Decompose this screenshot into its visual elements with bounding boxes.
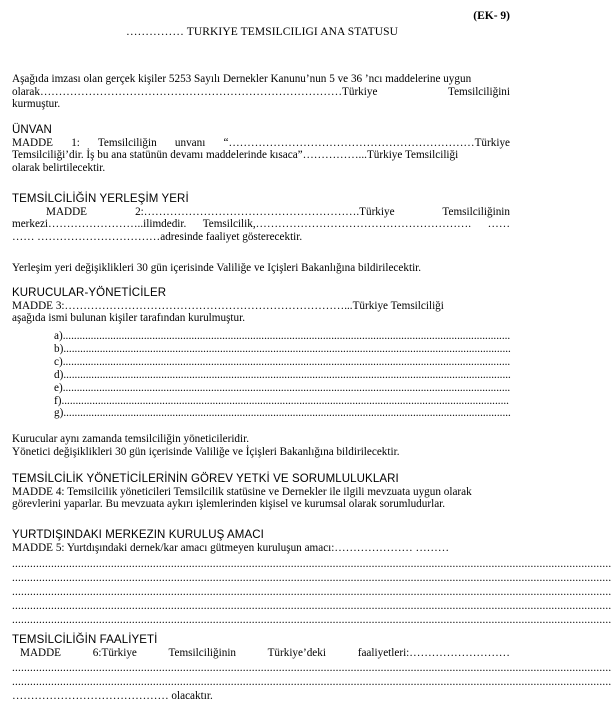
section-heading-kurucular: KURUCULAR-YÖNETİCİLER <box>12 287 167 299</box>
founder-item-label: g) <box>54 407 64 420</box>
intro-line-3: kurmuştur. <box>12 98 61 111</box>
yerlesim-line-1 <box>12 206 510 219</box>
annex-label: (EK- 9) <box>473 10 510 22</box>
section-heading-gorev: TEMSİLCİLİK YÖNETİCİLERİNİN GÖREV YETKİ VE SORUMLULUKLARI <box>12 473 399 485</box>
kurucular-line-2: aşağıda ismi bulunan kişiler tarafından kurulmuştur. <box>12 312 246 325</box>
faaliyet-last-line: …………………………………… olacaktır. <box>12 690 213 702</box>
founder-item <box>54 382 510 395</box>
yerlesim-2b: …… <box>487 218 510 231</box>
intro-line-2b: Temsilciliğini <box>448 85 510 98</box>
founder-item-label: e) <box>54 381 63 394</box>
gorev-line-2: görevlerini yaparlar. Bu mevzuata aykırı işlemlerinden kişisel ve kurumsal olarak sorumludurlar. <box>12 498 446 511</box>
document-title: …………… TURKIYE TEMSILCILIGI ANA STATUSU <box>125 26 399 38</box>
founder-item <box>54 395 510 408</box>
founder-item <box>54 330 510 343</box>
amac-line-1: MADDE 5: Yurtdışındaki dernek/kar amacı gütmeyen kuruluşun amacı:………………… ……… <box>12 541 450 554</box>
kurucular-line-1: MADDE 3:…………………………………………………………………...Türkiye Temsilciliği <box>12 299 444 312</box>
founder-item-label: a) <box>54 330 63 342</box>
blank-dotted-line: ........................................................................................................................................................................................................ <box>12 572 611 584</box>
faaliyet-1e: faaliyetleri:……………………… <box>357 646 510 659</box>
founder-item-label: b) <box>54 342 64 355</box>
section-unvan <box>12 124 510 175</box>
founder-item-label: f) <box>54 394 62 407</box>
faaliyet-1c: Temsilciliğinin <box>168 646 237 659</box>
section-kurucular <box>12 287 510 325</box>
blank-dotted-line: ........................................................................................................................................................................................................ <box>12 558 611 570</box>
unvan-1b: 1: <box>71 136 80 149</box>
dotted-fill: ................................................................................................................................................................ <box>62 355 511 368</box>
blank-dotted-line: ........................................................................................................................................................................................................ <box>12 676 611 688</box>
intro-line-2 <box>12 86 510 99</box>
kurucular-note-2: Yönetici değişiklikleri 30 gün içerisinde Valiliğe ve İçişleri Bakanlığına bildirilecektir. <box>12 445 400 458</box>
blank-dotted-line: ........................................................................................................................................................................................................ <box>12 614 611 626</box>
section-heading-faaliyet: TEMSİLCİLİĞİN FAALİYETİ <box>12 634 158 646</box>
gorev-line-1: MADDE 4: Temsilcilik yöneticileri Temsilcilik statüsine ve Dernekler ile ilgili mevzuata uygun olarak <box>12 485 472 498</box>
unvan-line-3: olarak belirtilecektir. <box>12 161 106 174</box>
blank-dotted-line: ........................................................................................................................................................................................................ <box>12 662 611 674</box>
section-heading-yerlesim: TEMSİLCİLİĞİN YERLEŞİM YERİ <box>12 193 189 205</box>
faaliyet-1d: Türkiye’deki <box>267 646 326 659</box>
section-faaliyet <box>12 634 510 659</box>
yerlesim-2a: merkezi……………………..ilimdedir. Temsilcilik,…………………………………………………. <box>12 218 472 231</box>
blank-dotted-line: ........................................................................................................................................................................................................ <box>12 600 611 612</box>
kurucular-notes <box>12 433 510 458</box>
intro-line-1: Aşağıda imzası olan gerçek kişiler 5253 Sayılı Dernekler Kanunu’nun 5 ve 36 ’ncı maddelerine uygun <box>12 73 472 85</box>
dotted-fill: ................................................................................................................................................................ <box>63 407 511 420</box>
founder-item-label: d) <box>54 368 64 381</box>
unvan-1a: MADDE <box>12 136 54 149</box>
section-amac <box>12 529 510 554</box>
dotted-fill: ................................................................................................................................................................ <box>63 368 511 381</box>
founder-item <box>54 356 510 369</box>
dotted-fill: ................................................................................................................................................................ <box>62 381 511 394</box>
blank-dotted-line: ........................................................................................................................................................................................................ <box>12 586 611 598</box>
founder-item <box>54 407 510 420</box>
intro-line-2a: olarak………………………………………………………………………Türkiye <box>12 85 378 98</box>
yerlesim-note: Yerleşim yeri değişiklikleri 30 gün içerisinde Valiliğe ve Içişleri Bakanlığına bildirilecektir. <box>12 262 422 274</box>
dotted-fill: ................................................................................................................................................................ <box>63 342 511 355</box>
yerlesim-1b: Temsilciliğinin <box>442 205 510 218</box>
section-yerlesim <box>12 193 510 244</box>
unvan-line-1 <box>12 137 510 150</box>
faaliyet-1a: MADDE <box>20 646 62 659</box>
section-gorev <box>12 473 510 511</box>
faaliyet-line-1 <box>12 647 510 660</box>
founder-item <box>54 369 510 382</box>
founder-item <box>54 343 510 356</box>
unvan-1c: Temsilciliğin <box>97 136 157 149</box>
intro-paragraph <box>12 73 510 111</box>
unvan-1e: “…………………………………………………………Türkiye <box>223 136 511 149</box>
unvan-1d: unvanı <box>174 136 206 149</box>
dotted-fill: ................................................................................................................................................................ <box>62 330 511 342</box>
yerlesim-line-3: …… ……………………………adresinde faaliyet gösterecektir. <box>12 230 303 243</box>
faaliyet-1b: 6:Türkiye <box>92 646 137 659</box>
yerlesim-1a: MADDE 2:………………………………………………….Türkiye <box>46 205 395 218</box>
founder-item-label: c) <box>54 355 63 368</box>
dotted-fill: ................................................................................................................................................................ <box>61 394 509 407</box>
section-heading-amac: YURTDIŞINDAKI MERKEZIN KURULUŞ AMACI <box>12 529 264 541</box>
kurucular-note-1: Kurucular aynı zamanda temsilciliğin yöneticileridir. <box>12 433 250 445</box>
section-heading-unvan: ÜNVAN <box>12 124 52 136</box>
yerlesim-line-2 <box>12 218 510 231</box>
unvan-line-2: Temsilciliği’dir. İş bu ana statünün devamı maddelerinde kısaca”……………...Türkiye Temsilciliği <box>12 149 459 162</box>
